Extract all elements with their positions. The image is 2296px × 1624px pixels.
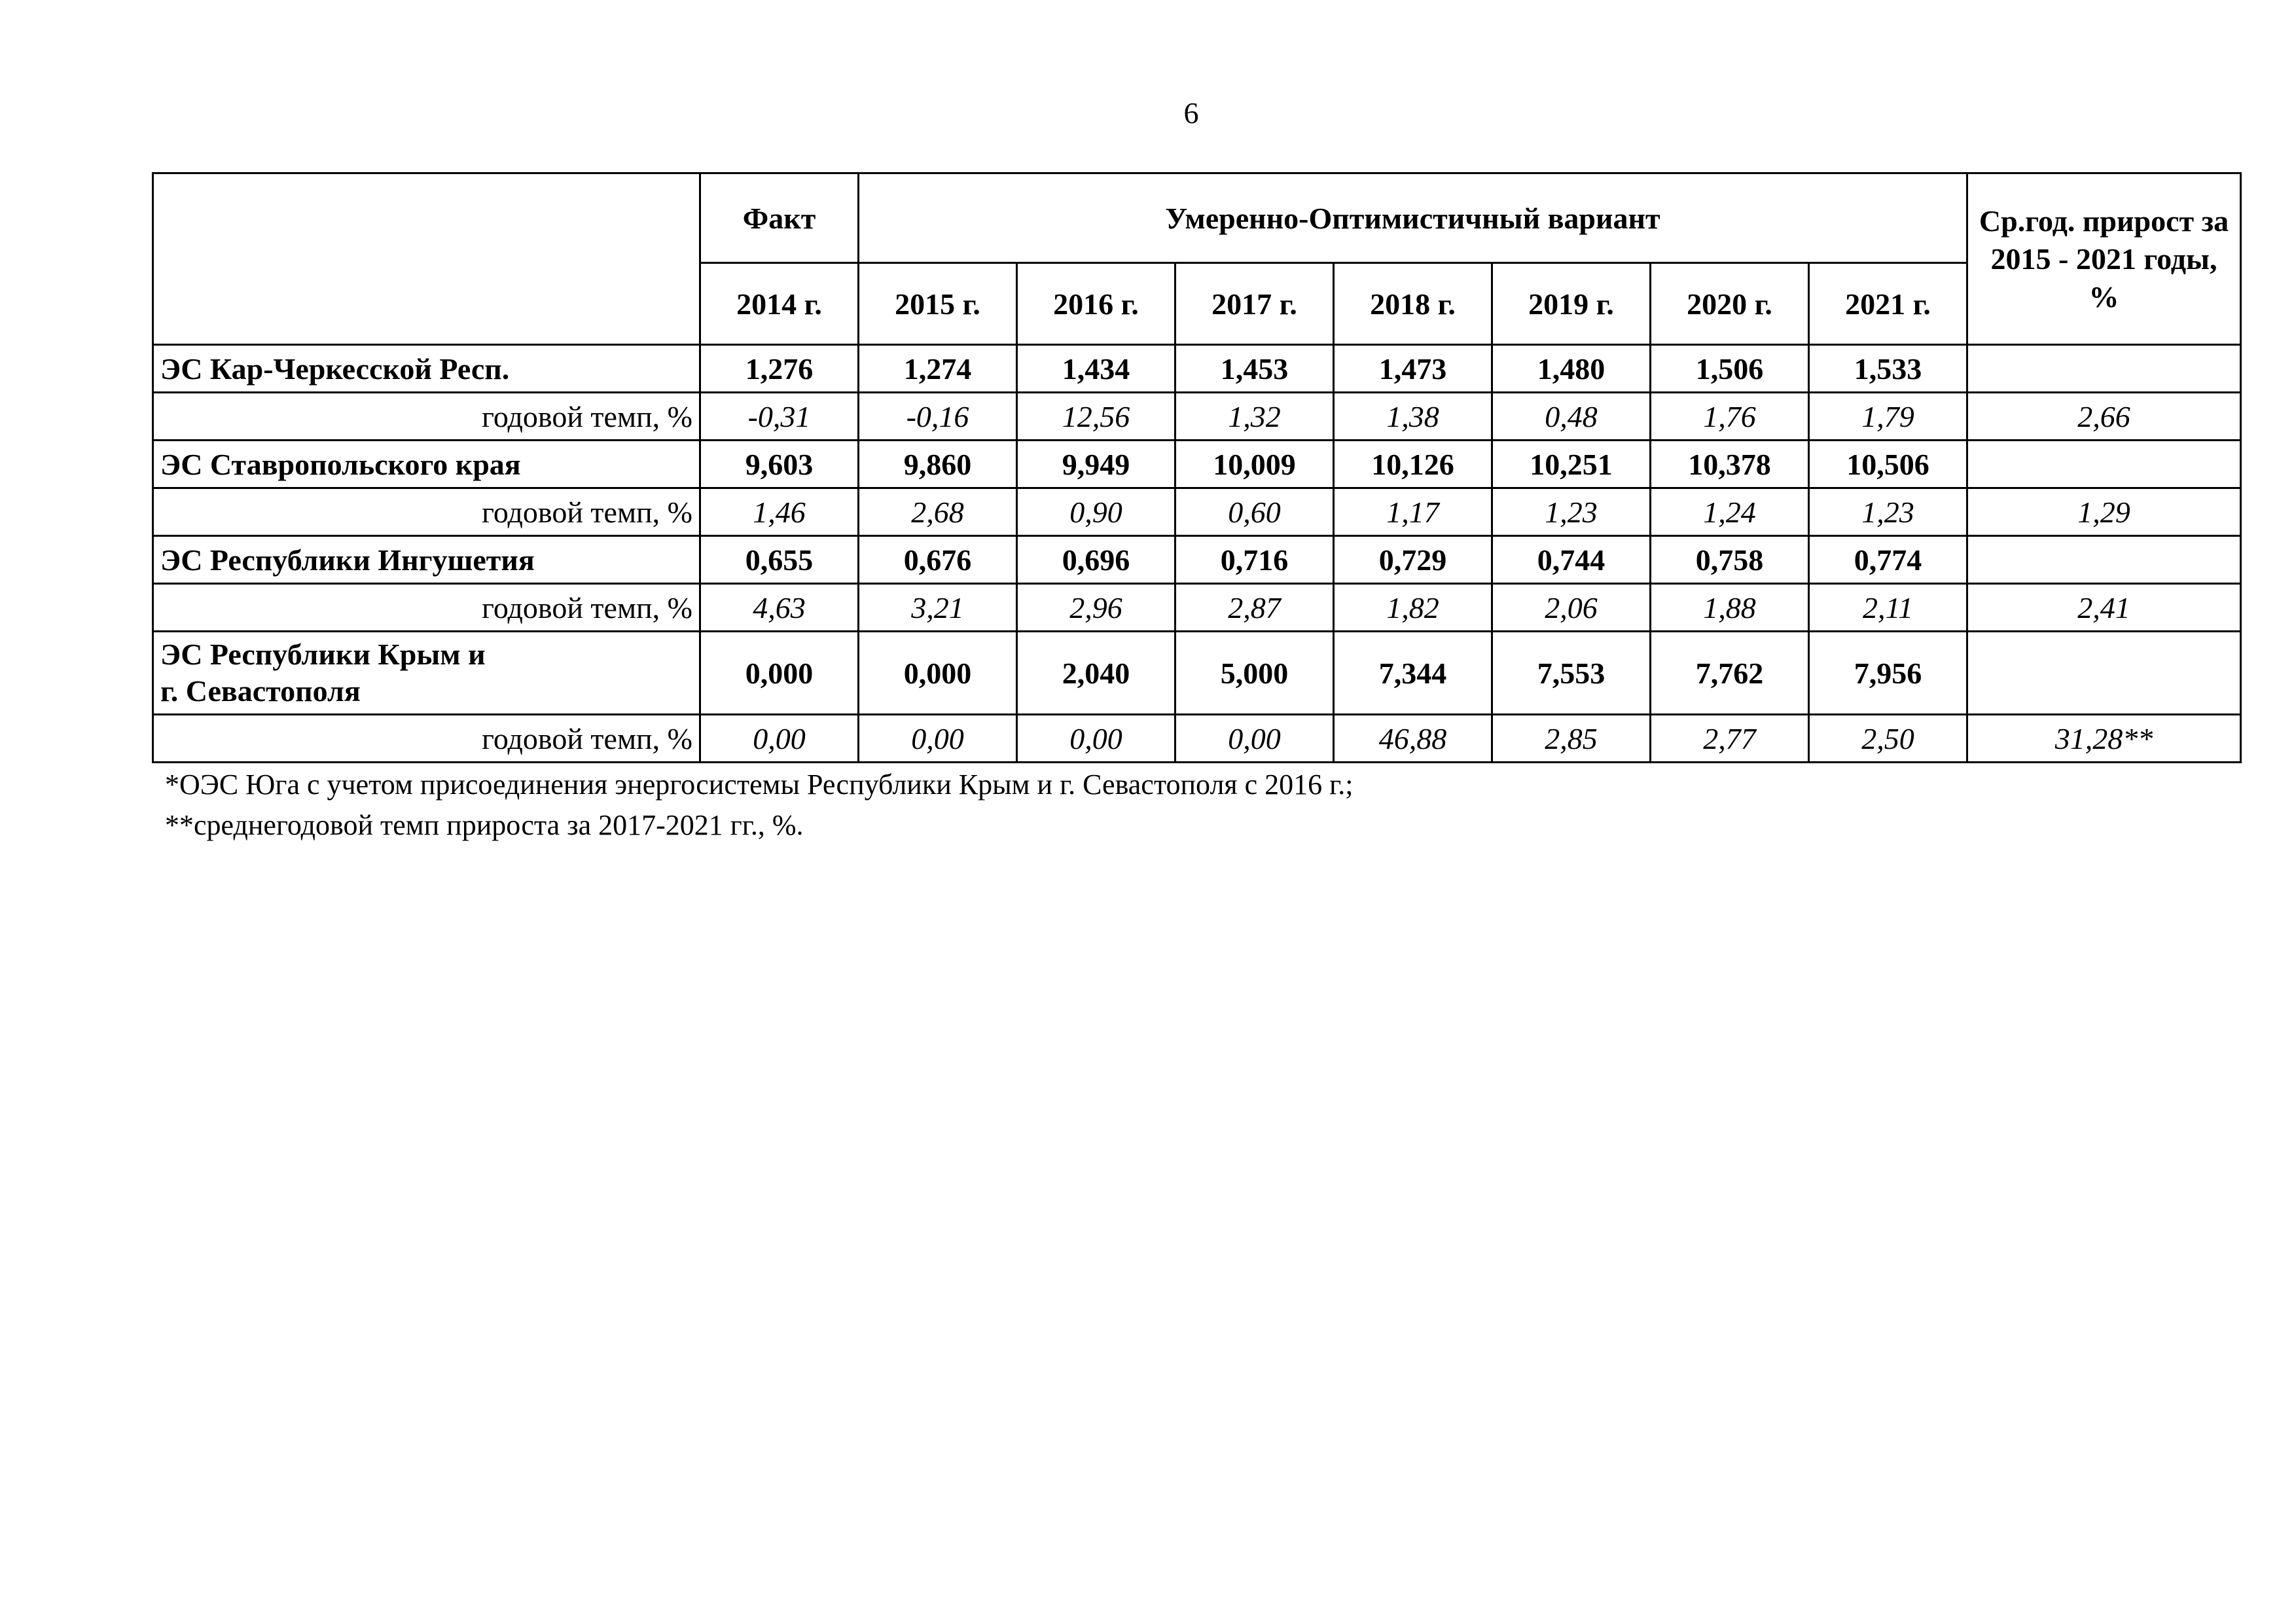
value-cell: 1,274 [859, 345, 1017, 393]
footnote-1: *ОЭС Юга с учетом присоединения энергосистемы Республики Крым и г. Севастополя с 2016 г.; [165, 768, 1354, 801]
value-cell: 0,655 [700, 536, 859, 584]
value-cell: 0,729 [1334, 536, 1492, 584]
rate-cell: 0,00 [1175, 715, 1334, 763]
year-header: 2015 г. [859, 263, 1017, 345]
avg-growth-cell: 2,41 [1967, 584, 2241, 632]
avg-cell-empty [1967, 632, 2241, 715]
rate-cell: 1,32 [1175, 393, 1334, 441]
rate-cell: 1,24 [1651, 488, 1809, 536]
avg-growth-header: Ср.год. прирост за 2015 - 2021 годы, % [1967, 173, 2241, 345]
value-cell: 1,473 [1334, 345, 1492, 393]
region-name: ЭС Ставропольского края [153, 441, 700, 488]
rate-cell: 2,11 [1809, 584, 1967, 632]
table-row [153, 632, 2241, 715]
value-cell: 1,276 [700, 345, 859, 393]
value-cell: 5,000 [1175, 632, 1334, 715]
header-row-1 [153, 173, 2241, 263]
page-number: 6 [1183, 96, 1199, 130]
rate-label: годовой темп, % [153, 715, 700, 763]
table-row-rate [153, 584, 2241, 632]
table-row [153, 536, 2241, 584]
year-header: 2016 г. [1017, 263, 1175, 345]
rate-cell: 2,85 [1492, 715, 1651, 763]
rate-cell: 2,06 [1492, 584, 1651, 632]
rate-cell: 1,82 [1334, 584, 1492, 632]
avg-growth-cell: 1,29 [1967, 488, 2241, 536]
value-cell: 0,744 [1492, 536, 1651, 584]
value-cell: 0,000 [700, 632, 859, 715]
rate-cell: 12,56 [1017, 393, 1175, 441]
value-cell: 10,251 [1492, 441, 1651, 488]
rate-cell: 1,46 [700, 488, 859, 536]
rate-cell: 3,21 [859, 584, 1017, 632]
value-cell: 0,000 [859, 632, 1017, 715]
year-header: 2014 г. [700, 263, 859, 345]
rate-label: годовой темп, % [153, 584, 700, 632]
value-cell: 10,506 [1809, 441, 1967, 488]
fact-header: Факт [700, 173, 859, 263]
rate-cell: -0,16 [859, 393, 1017, 441]
rate-cell: 46,88 [1334, 715, 1492, 763]
value-cell: 9,949 [1017, 441, 1175, 488]
value-cell: 0,774 [1809, 536, 1967, 584]
table-row-rate [153, 715, 2241, 763]
table-row [153, 441, 2241, 488]
avg-cell-empty [1967, 536, 2241, 584]
rate-cell: -0,31 [700, 393, 859, 441]
rate-cell: 2,68 [859, 488, 1017, 536]
value-cell: 7,553 [1492, 632, 1651, 715]
rate-cell: 2,50 [1809, 715, 1967, 763]
rate-label: годовой темп, % [153, 488, 700, 536]
variant-header: Умеренно-Оптимистичный вариант [859, 173, 1967, 263]
rate-cell: 2,96 [1017, 584, 1175, 632]
avg-cell-empty [1967, 345, 2241, 393]
year-header: 2018 г. [1334, 263, 1492, 345]
value-cell: 9,603 [700, 441, 859, 488]
rate-cell: 1,23 [1492, 488, 1651, 536]
value-cell: 0,676 [859, 536, 1017, 584]
rate-cell: 2,77 [1651, 715, 1809, 763]
value-cell: 1,434 [1017, 345, 1175, 393]
value-cell: 1,480 [1492, 345, 1651, 393]
corner-cell [153, 173, 700, 345]
avg-growth-cell: 31,28** [1967, 715, 2241, 763]
value-cell: 2,040 [1017, 632, 1175, 715]
value-cell: 10,126 [1334, 441, 1492, 488]
value-cell: 1,533 [1809, 345, 1967, 393]
value-cell: 0,716 [1175, 536, 1334, 584]
rate-cell: 0,48 [1492, 393, 1651, 441]
table-row-rate [153, 488, 2241, 536]
rate-cell: 0,00 [700, 715, 859, 763]
rate-cell: 1,23 [1809, 488, 1967, 536]
rate-label: годовой темп, % [153, 393, 700, 441]
value-cell: 0,696 [1017, 536, 1175, 584]
region-name: ЭС Кар-Черкесской Респ. [153, 345, 700, 393]
rate-cell: 0,00 [859, 715, 1017, 763]
rate-cell: 2,87 [1175, 584, 1334, 632]
rate-cell: 4,63 [700, 584, 859, 632]
table-row [153, 345, 2241, 393]
year-header: 2019 г. [1492, 263, 1651, 345]
value-cell: 1,453 [1175, 345, 1334, 393]
year-header: 2017 г. [1175, 263, 1334, 345]
year-header: 2021 г. [1809, 263, 1967, 345]
rate-cell: 1,17 [1334, 488, 1492, 536]
table-row-rate [153, 393, 2241, 441]
forecast-table [152, 172, 2242, 763]
avg-growth-cell: 2,66 [1967, 393, 2241, 441]
year-header: 2020 г. [1651, 263, 1809, 345]
region-name-line2: г. Севастополя [160, 674, 361, 708]
value-cell: 7,344 [1334, 632, 1492, 715]
rate-cell: 1,79 [1809, 393, 1967, 441]
footnote-2: **среднегодовой темп прироста за 2017-2021 гг., %. [165, 809, 804, 841]
rate-cell: 1,38 [1334, 393, 1492, 441]
region-name [153, 632, 700, 715]
rate-cell: 1,88 [1651, 584, 1809, 632]
rate-cell: 0,60 [1175, 488, 1334, 536]
region-name-line1: ЭС Республики Крым и [160, 638, 486, 671]
avg-cell-empty [1967, 441, 2241, 488]
value-cell: 7,762 [1651, 632, 1809, 715]
value-cell: 10,378 [1651, 441, 1809, 488]
value-cell: 7,956 [1809, 632, 1967, 715]
rate-cell: 1,76 [1651, 393, 1809, 441]
region-name: ЭС Республики Ингушетия [153, 536, 700, 584]
rate-cell: 0,00 [1017, 715, 1175, 763]
value-cell: 0,758 [1651, 536, 1809, 584]
value-cell: 10,009 [1175, 441, 1334, 488]
footnotes [165, 765, 1353, 846]
value-cell: 1,506 [1651, 345, 1809, 393]
value-cell: 9,860 [859, 441, 1017, 488]
rate-cell: 0,90 [1017, 488, 1175, 536]
